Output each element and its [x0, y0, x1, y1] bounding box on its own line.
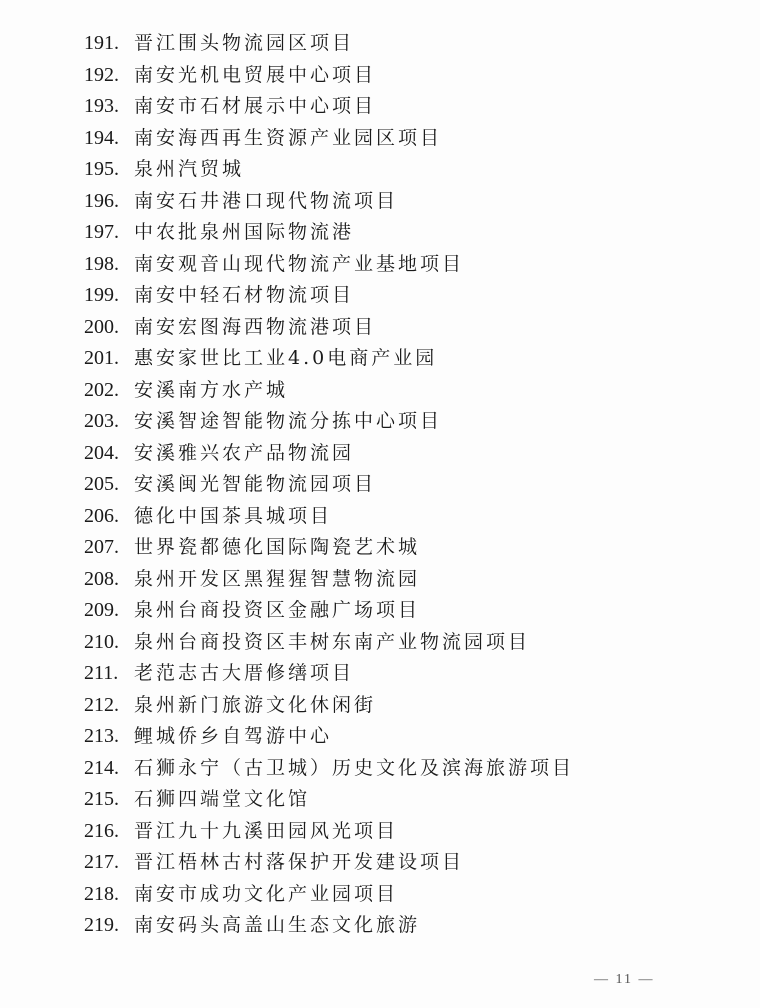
list-item	[84, 343, 724, 375]
item-number: 192.	[84, 63, 119, 86]
list-item	[84, 721, 724, 753]
list-item	[84, 91, 724, 123]
item-number: 213.	[84, 725, 119, 747]
item-text: 安溪南方水产城	[134, 378, 289, 401]
project-list	[84, 28, 724, 942]
item-text: 晋江九十九溪田园风光项目	[134, 819, 399, 842]
item-text: 南安市成功文化产业园项目	[134, 882, 399, 905]
item-number: 212.	[84, 693, 119, 716]
item-text: 南安宏图海西物流港项目	[134, 315, 377, 338]
list-item	[84, 879, 724, 911]
item-number: 204.	[84, 441, 119, 464]
item-text: 南安光机电贸展中心项目	[134, 63, 377, 86]
item-number: 202.	[84, 378, 119, 401]
item-number: 216.	[84, 819, 119, 842]
item-number: 215.	[84, 788, 119, 810]
item-text: 南安码头高盖山生态文化旅游	[134, 914, 421, 936]
item-number: 206.	[84, 504, 119, 527]
item-number: 191.	[84, 32, 119, 54]
list-item	[84, 690, 724, 722]
list-item	[84, 280, 724, 312]
list-item	[84, 501, 724, 533]
item-text: 南安市石材展示中心项目	[134, 95, 377, 117]
list-item	[84, 154, 724, 186]
item-text: 惠安家世比工业4.0电商产业园	[134, 347, 438, 369]
list-item	[84, 438, 724, 470]
list-item	[84, 627, 724, 659]
item-text: 鲤城侨乡自驾游中心	[134, 725, 333, 747]
item-number: 209.	[84, 599, 119, 621]
item-number: 197.	[84, 221, 119, 243]
list-item	[84, 60, 724, 92]
list-item	[84, 28, 724, 60]
item-text: 中农批泉州国际物流港	[134, 221, 355, 243]
page-number: — 11 —	[594, 972, 655, 987]
item-number: 211.	[84, 662, 119, 684]
list-item	[84, 375, 724, 407]
list-item	[84, 658, 724, 690]
item-number: 200.	[84, 315, 119, 338]
item-number: 194.	[84, 126, 119, 149]
item-text: 石狮永宁（古卫城）历史文化及滨海旅游项目	[134, 756, 575, 779]
item-text: 南安海西再生资源产业园区项目	[134, 126, 443, 149]
list-item	[84, 217, 724, 249]
item-number: 217.	[84, 851, 119, 873]
item-text: 安溪雅兴农产品物流园	[134, 441, 355, 464]
list-item	[84, 564, 724, 596]
item-text: 南安中轻石材物流项目	[134, 284, 355, 306]
item-text: 晋江梧林古村落保护开发建设项目	[134, 851, 465, 873]
item-number: 218.	[84, 882, 119, 905]
list-item	[84, 784, 724, 816]
list-item	[84, 816, 724, 848]
list-item	[84, 186, 724, 218]
item-text: 石狮四端堂文化馆	[134, 788, 311, 810]
item-number: 210.	[84, 630, 119, 653]
item-number: 199.	[84, 284, 119, 306]
item-text: 泉州开发区黑猩猩智慧物流园	[134, 567, 421, 590]
item-number: 207.	[84, 536, 119, 558]
item-text: 德化中国茶具城项目	[134, 504, 333, 527]
item-number: 208.	[84, 567, 119, 590]
list-item	[84, 312, 724, 344]
item-number: 214.	[84, 756, 119, 779]
item-text: 晋江围头物流园区项目	[134, 32, 355, 54]
item-text: 安溪闽光智能物流园项目	[134, 473, 377, 495]
item-number: 198.	[84, 252, 119, 275]
list-item	[84, 406, 724, 438]
list-item	[84, 249, 724, 281]
item-number: 205.	[84, 473, 119, 495]
item-text: 泉州新门旅游文化休闲街	[134, 693, 377, 716]
list-item	[84, 469, 724, 501]
item-text: 老范志古大厝修缮项目	[134, 662, 355, 684]
list-item	[84, 123, 724, 155]
list-item	[84, 910, 724, 942]
list-item	[84, 532, 724, 564]
item-number: 193.	[84, 95, 119, 117]
item-number: 201.	[84, 347, 119, 369]
item-text: 泉州汽贸城	[134, 158, 245, 180]
item-text: 南安石井港口现代物流项目	[134, 189, 399, 212]
item-text: 泉州台商投资区金融广场项目	[134, 599, 421, 621]
item-number: 219.	[84, 914, 119, 936]
list-item	[84, 753, 724, 785]
item-text: 泉州台商投资区丰树东南产业物流园项目	[134, 630, 531, 653]
item-number: 203.	[84, 410, 119, 432]
list-item	[84, 595, 724, 627]
list-item	[84, 847, 724, 879]
item-number: 195.	[84, 158, 119, 180]
item-number: 196.	[84, 189, 119, 212]
item-text: 安溪智途智能物流分拣中心项目	[134, 410, 443, 432]
item-text: 世界瓷都德化国际陶瓷艺术城	[134, 536, 421, 558]
item-text: 南安观音山现代物流产业基地项目	[134, 252, 465, 275]
